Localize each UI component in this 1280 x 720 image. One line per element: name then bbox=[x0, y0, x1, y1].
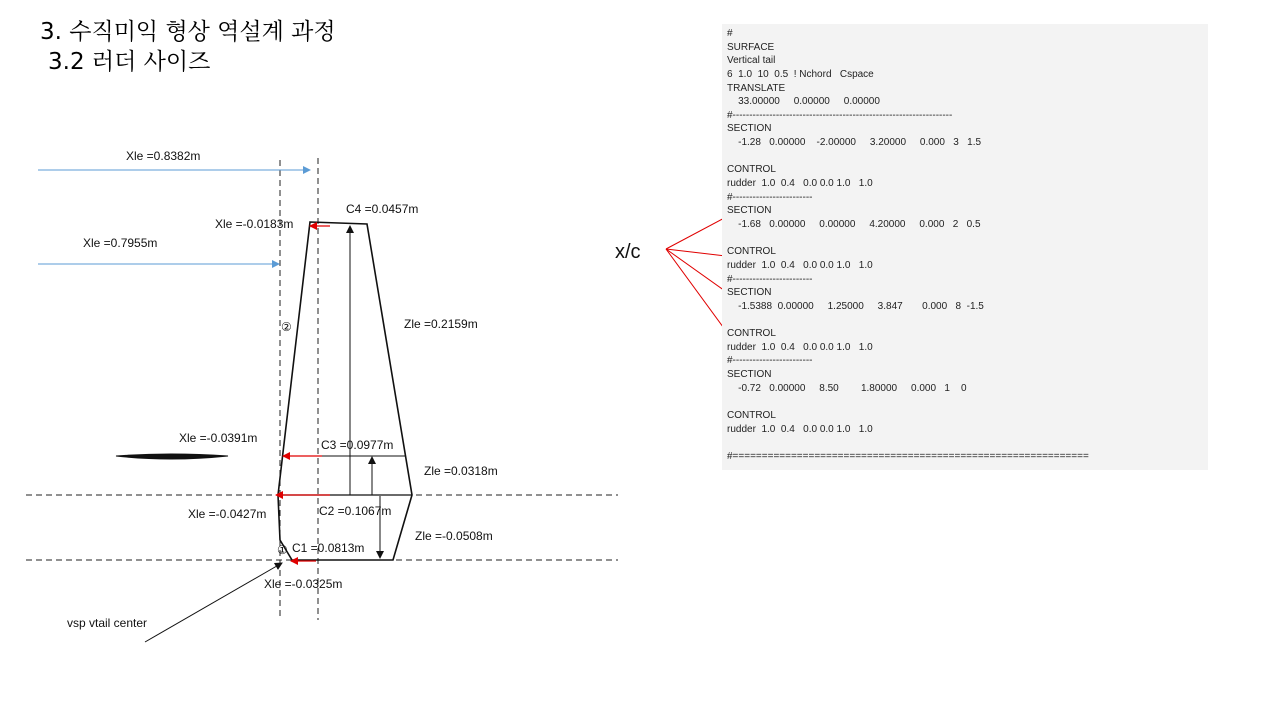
code-line: Vertical tail bbox=[727, 55, 776, 67]
label-c4: C4 =0.0457m bbox=[346, 202, 419, 216]
code-line: -0.72 0.00000 8.50 1.80000 0.000 1 0 bbox=[727, 382, 967, 394]
code-line: rudder 1.0 0.4 0.0 0.0 1.0 1.0 bbox=[727, 423, 873, 435]
code-line bbox=[727, 395, 1208, 409]
code-line: SECTION bbox=[727, 287, 772, 299]
arrow-vsp-center bbox=[145, 563, 282, 642]
slide-subtitle: 3.2 러더 사이즈 bbox=[48, 49, 211, 75]
code-line: rudder 1.0 0.4 0.0 0.0 1.0 1.0 bbox=[727, 178, 873, 190]
code-line: -1.5388 0.00000 1.25000 3.847 0.000 8 -1.5 bbox=[727, 300, 984, 312]
code-line: #------------------------ bbox=[727, 355, 813, 367]
marker-2: ② bbox=[281, 320, 292, 334]
code-line: CONTROL bbox=[727, 164, 776, 176]
label-xle-c3: Xle =-0.0391m bbox=[179, 431, 258, 445]
label-zle-bottom: Zle =-0.0508m bbox=[415, 529, 493, 543]
code-line: #============================================================= bbox=[727, 450, 1089, 462]
label-xle-c4: Xle =-0.0183m bbox=[215, 217, 294, 231]
code-line bbox=[727, 436, 1208, 450]
label-c3: C3 =0.0977m bbox=[321, 438, 394, 452]
code-line: 6 1.0 10 0.5 ! Nchord Cspace bbox=[727, 68, 874, 80]
code-line: CONTROL bbox=[727, 246, 776, 258]
label-vsp-center: vsp vtail center bbox=[67, 616, 148, 630]
code-line: # bbox=[727, 28, 733, 39]
code-line bbox=[727, 150, 1208, 164]
code-line: CONTROL bbox=[727, 409, 776, 421]
label-zle-top: Zle =0.2159m bbox=[404, 317, 478, 331]
code-line bbox=[727, 232, 1208, 246]
code-line: -1.28 0.00000 -2.00000 3.20000 0.000 3 1.5 bbox=[727, 137, 982, 149]
code-line: rudder 1.0 0.4 0.0 0.0 1.0 1.0 bbox=[727, 341, 873, 353]
code-line: CONTROL bbox=[727, 328, 776, 340]
slide-title: 3. 수직미익 형상 역설계 과정 bbox=[40, 19, 336, 45]
code-line: 33.00000 0.00000 0.00000 bbox=[727, 96, 880, 108]
code-line: SECTION bbox=[727, 369, 772, 381]
label-xle-c2: Xle =-0.0427m bbox=[188, 507, 267, 521]
marker-1: ① bbox=[277, 543, 288, 557]
label-c1: C1 =0.0813m bbox=[292, 541, 365, 555]
code-line: #------------------------------------------------------------------ bbox=[727, 109, 953, 121]
code-line: #------------------------ bbox=[727, 191, 813, 203]
label-xc: x/c bbox=[615, 241, 641, 263]
label-xle-top-long: Xle =0.8382m bbox=[126, 149, 201, 163]
code-line: SECTION bbox=[727, 123, 772, 135]
code-line: TRANSLATE bbox=[727, 82, 786, 94]
label-zle-c3: Zle =0.0318m bbox=[424, 464, 498, 478]
code-line bbox=[727, 313, 1208, 327]
code-line: #------------------------ bbox=[727, 273, 813, 285]
avl-code-panel bbox=[722, 24, 1208, 470]
label-xle-mid-long: Xle =0.7955m bbox=[83, 236, 158, 250]
code-line: SECTION bbox=[727, 205, 772, 217]
code-line: rudder 1.0 0.4 0.0 0.0 1.0 1.0 bbox=[727, 259, 873, 271]
code-line: SURFACE bbox=[727, 41, 775, 53]
fuselage-sliver bbox=[116, 454, 228, 459]
code-line: -1.68 0.00000 0.00000 4.20000 0.000 2 0.5 bbox=[727, 218, 981, 230]
label-c2: C2 =0.1067m bbox=[319, 504, 392, 518]
label-xle-c1: Xle =-0.0325m bbox=[264, 577, 343, 591]
